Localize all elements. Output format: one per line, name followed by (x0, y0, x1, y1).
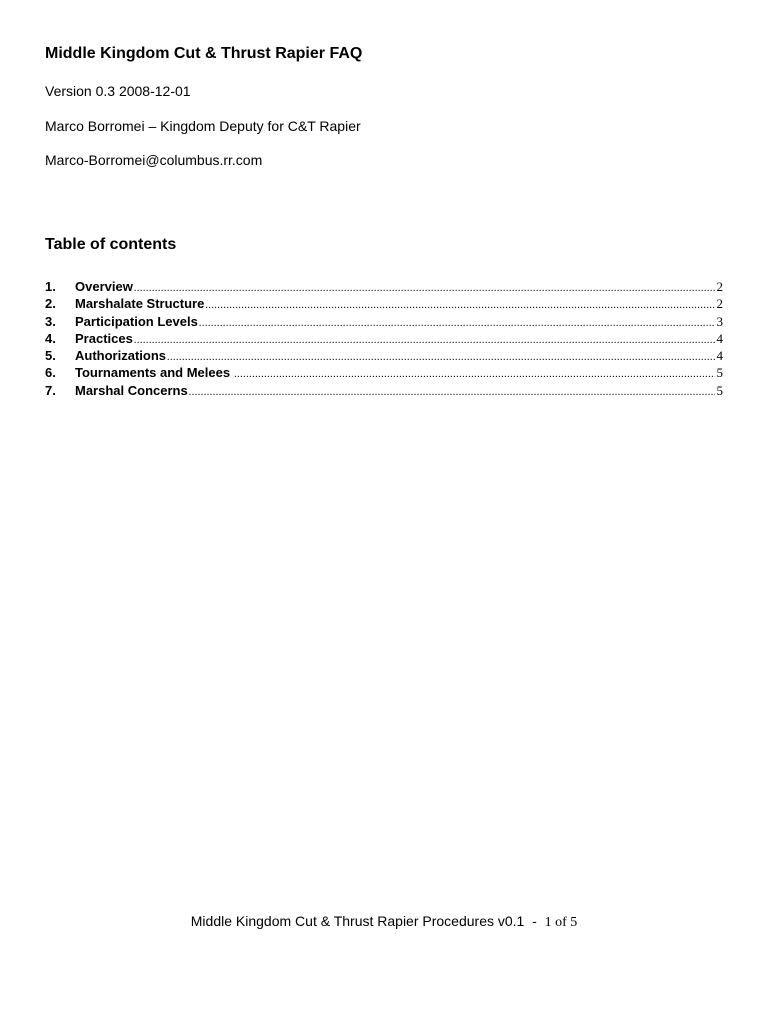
toc-entry-marshalate-structure[interactable] (45, 295, 723, 312)
toc-entry-page: 5 (716, 365, 723, 381)
toc-entry-number: 3. (45, 313, 56, 329)
toc-entry-authorizations[interactable] (45, 347, 723, 364)
toc-entry-tournaments-and-melees[interactable] (45, 364, 723, 381)
toc-dot-leader (199, 315, 715, 332)
toc-entry-label: Overview (75, 279, 133, 294)
toc-entry-number: 4. (45, 330, 56, 346)
toc-entry-number: 6. (45, 365, 56, 381)
toc-entry-page: 4 (716, 348, 723, 364)
toc-entry-page: 5 (716, 382, 723, 398)
version-line: Version 0.3 2008-12-01 (45, 83, 191, 99)
toc-entry-label: Authorizations (75, 348, 166, 364)
toc-dot-leader (134, 280, 715, 297)
toc-entry-page: 2 (716, 296, 723, 312)
toc-heading: Table of contents (45, 236, 177, 253)
page-footer (0, 913, 768, 931)
toc-entry-number: 5. (45, 348, 56, 364)
author-line: Marco Borromei – Kingdom Deputy for C&T Rapier (45, 118, 361, 134)
toc-entry-page: 3 (716, 313, 723, 329)
toc-entry-label: Practices (75, 330, 133, 346)
toc-dot-leader (134, 332, 715, 349)
toc-entry-number: 1. (45, 279, 56, 294)
document-title: Middle Kingdom Cut & Thrust Rapier FAQ (45, 45, 363, 62)
toc-entry-marshal-concerns[interactable] (45, 382, 723, 399)
toc-entry-page: 4 (716, 330, 723, 346)
email-link[interactable]: Marco-Borromei@columbus.rr.com (45, 152, 263, 168)
toc-dot-leader (189, 384, 715, 401)
toc-dot-leader (167, 349, 715, 366)
toc-entry-label: Marshal Concerns (75, 382, 188, 398)
table-of-contents (45, 278, 723, 399)
toc-entry-practices[interactable] (45, 330, 723, 347)
toc-entry-number: 7. (45, 382, 56, 398)
toc-dot-leader (234, 366, 714, 383)
toc-entry-page: 2 (716, 279, 723, 294)
toc-entry-overview[interactable] (45, 278, 723, 295)
toc-entry-label: Participation Levels (75, 313, 198, 329)
toc-entry-label: Tournaments and Melees (75, 365, 231, 381)
footer-text: Middle Kingdom Cut & Thrust Rapier Procedures v0.1 - (190, 913, 545, 929)
toc-entry-number: 2. (45, 296, 56, 312)
footer-page-number: 1 of 5 (544, 915, 578, 930)
toc-dot-leader (205, 297, 714, 314)
toc-entry-label: Marshalate Structure (75, 296, 205, 312)
toc-entry-participation-levels[interactable] (45, 313, 723, 330)
